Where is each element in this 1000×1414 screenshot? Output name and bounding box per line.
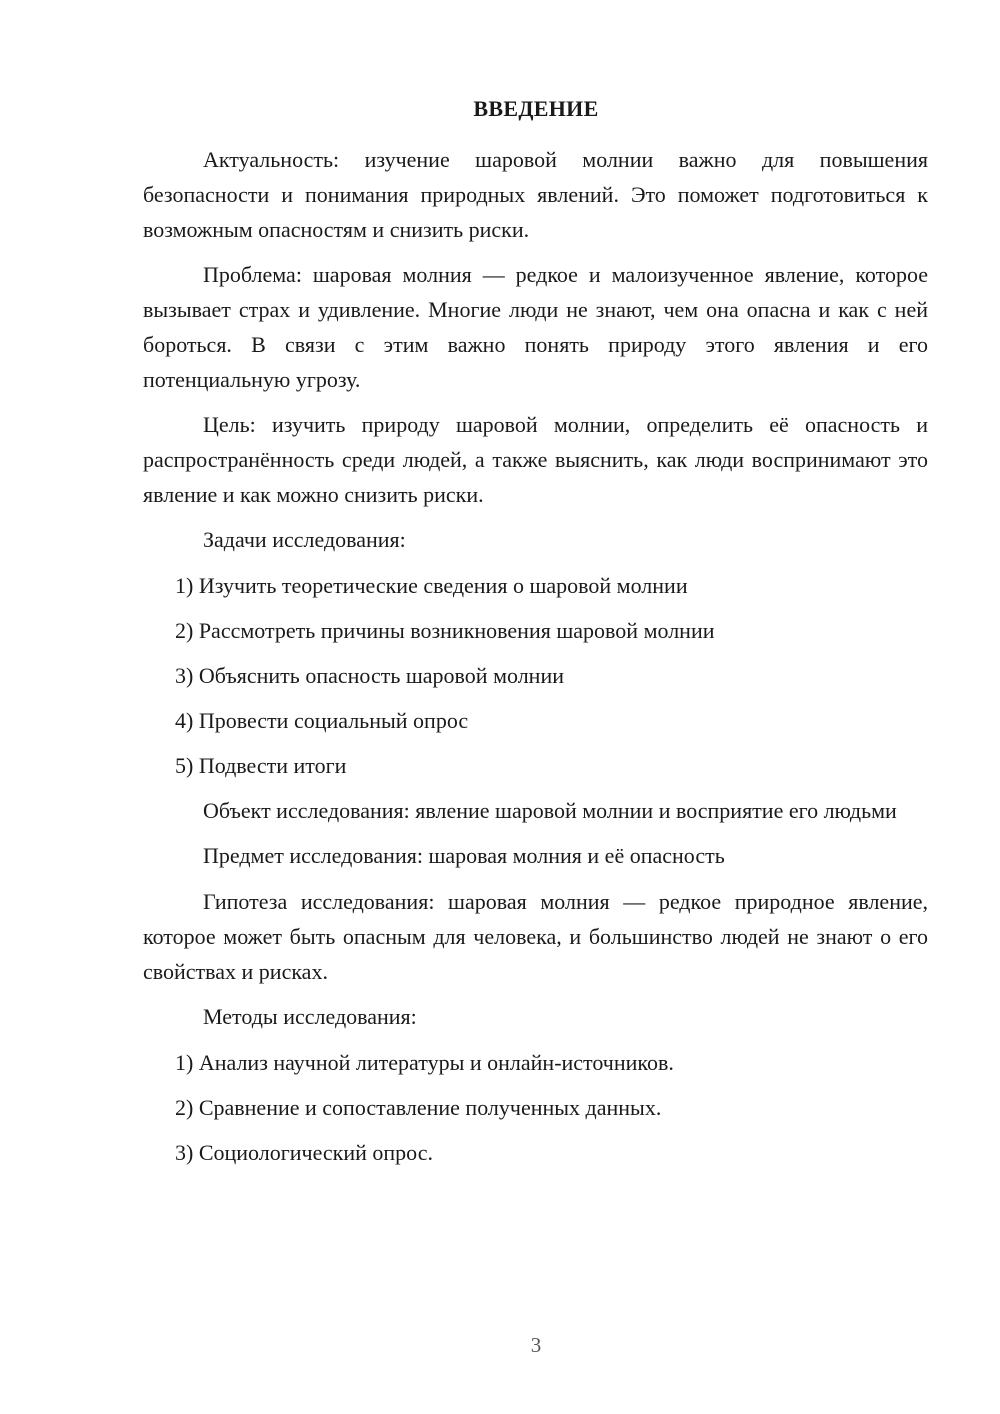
relevance-paragraph: Актуальность: изучение шаровой молнии важно для повышения безопасности и понимания природных явлений. Это поможет подготовиться к возможным опасностям и снизить риски. [143, 147, 928, 242]
tasks-heading: Задачи исследования: [203, 527, 406, 552]
page-title: ВВЕДЕНИЕ [473, 96, 599, 121]
method-item: 3) Социологический опрос. [175, 1140, 433, 1165]
document-body [143, 142, 928, 1180]
method-item: 1) Анализ научной литературы и онлайн-источников. [175, 1050, 674, 1075]
methods-heading: Методы исследования: [203, 1004, 417, 1029]
task-item: 3) Объяснить опасность шаровой молнии [175, 663, 564, 688]
object-paragraph: Объект исследования: явление шаровой молнии и восприятие его людьми [203, 798, 897, 823]
task-item: 1) Изучить теоретические сведения о шаровой молнии [175, 573, 688, 598]
task-item: 4) Провести социальный опрос [175, 708, 469, 733]
page-number: 3 [530, 1333, 542, 1357]
subject-paragraph: Предмет исследования: шаровая молния и её опасность [203, 843, 725, 868]
problem-paragraph: Проблема: шаровая молния — редкое и малоизученное явление, которое вызывает страх и удивление. Многие люди не знают, чем она опасна и как с ней бороться. В связи с этим важно понять природу этого явления и его потенциальную угрозу. [143, 262, 928, 392]
hypothesis-paragraph: Гипотеза исследования: шаровая молния — редкое природное явление, которое может быть опасным для человека, и большинство людей не знают о его свойствах и рисках. [143, 889, 928, 984]
task-item: 2) Рассмотреть причины возникновения шаровой молнии [175, 618, 715, 643]
goal-paragraph: Цель: изучить природу шаровой молнии, определить её опасность и распространённость среди людей, а также выяснить, как люди воспринимают это явление и как можно снизить риски. [143, 412, 928, 507]
task-item: 5) Подвести итоги [175, 753, 347, 778]
method-item: 2) Сравнение и сопоставление полученных данных. [175, 1095, 662, 1120]
